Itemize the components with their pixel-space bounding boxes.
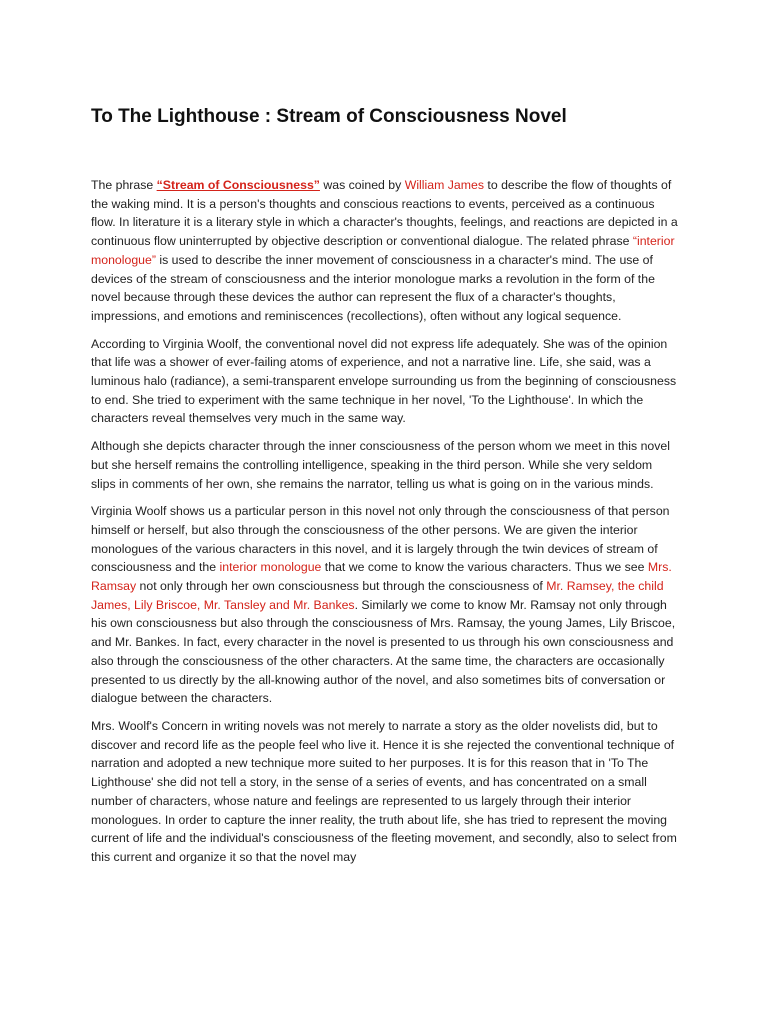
- text-run: The phrase: [91, 178, 157, 192]
- document-body: [91, 176, 679, 867]
- highlighted-term[interactable]: Mr. Ramsey, the child James, Lily Briscoe, Mr. Tansley and Mr. Bankes: [91, 579, 664, 612]
- text-run: Mrs. Woolf's Concern in writing novels was not merely to narrate a story as the older novelists did, but to discover and record life as the people feel who live it. Hence it is she rejected the conventional technique of narration and adopted a new technique more suited to her purposes. It is for this reason that in 'To The Lighthouse' she did not tell a story, in the sense of a series of events, and has concentrated on a small number of characters, whose nature and feelings are represented to us largely through their interior monologues. In order to capture the inner reality, the truth about life, she has tried to represent the moving current of life and the individual's consciousness of the fleeting movement, and secondly, also to select from this current and organize it so that the novel may: [91, 718, 677, 864]
- text-run: According to Virginia Woolf, the conventional novel did not express life adequately. She was of the opinion that life was a shower of ever-failing atoms of experience, and not a narrative line. Life, she said, was a luminous halo (radiance), a semi-transparent envelope surrounding us from the beginning of consciousness to end. She tried to experiment with the same technique in her novel, 'To the Lighthouse'. In which the characters reveal themselves very much in the same way.: [91, 336, 677, 426]
- text-run: is used to describe the inner movement of consciousness in a character's mind. The use of devices of the stream of consciousness and the interior monologue marks a revolution in the form of the novel because through these devices the author can represent the flux of a character's thoughts, impressions, and emotions and reminiscences (recollections), often without any logical sequence.: [91, 252, 655, 323]
- highlighted-term[interactable]: interior monologue: [219, 560, 322, 575]
- text-run: that we come to know the various characters. Thus we see: [321, 560, 648, 575]
- highlighted-term[interactable]: “interior monologue”: [91, 234, 675, 267]
- paragraph-4: [91, 502, 679, 708]
- paragraph-1: [91, 176, 679, 326]
- highlighted-term[interactable]: William James: [404, 178, 484, 192]
- text-run: not only through her own consciousness but through the consciousness of: [136, 579, 547, 594]
- highlighted-term-link[interactable]: “Stream of Consciousness”: [156, 178, 320, 192]
- text-run: . Similarly we come to know Mr. Ramsay not only through his own consciousness but also through the consciousness of Mrs. Ramsay, the young James, Lily Briscoe, and Mr. Bankes. In fact, every character in the novel is presented to us through his own consciousness and also through the consciousness of the other characters. At the same time, the characters are occasionally presented to us directly by the all-knowing author of the novel, and also sometimes bits of conversation or dialogue between the characters.: [91, 597, 676, 706]
- document-page: [91, 104, 679, 876]
- text-run: was coined by: [319, 178, 405, 192]
- paragraph-3: [91, 437, 679, 493]
- document-title: To The Lighthouse : Stream of Consciousness Novel: [91, 106, 567, 127]
- paragraph-5: [91, 717, 679, 867]
- text-run: Virginia Woolf shows us a particular person in this novel not only through the consciousness of that person himself or herself, but also through the consciousness of the other persons. We are given the interior monologues of the various characters in this novel, and it is largely through the twin devices of stream of consciousness and the: [91, 504, 670, 575]
- paragraph-2: [91, 335, 679, 429]
- highlighted-term[interactable]: Mrs. Ramsay: [91, 560, 672, 594]
- text-run: Although she depicts character through the inner consciousness of the person whom we meet in this novel but she herself remains the controlling intelligence, speaking in the third person. While she very seldom slips in comments of her own, she remains the narrator, telling us what is going on in the various minds.: [91, 439, 670, 491]
- text-run: to describe the flow of thoughts of the waking mind. It is a person's thoughts and conscious reactions to events, perceived as a continuous flow. In literature it is a literary style in which a character's thoughts, feelings, and reactions are depicted in a continuous flow uninterrupted by objective description or conventional dialogue. The related phrase: [91, 178, 678, 249]
